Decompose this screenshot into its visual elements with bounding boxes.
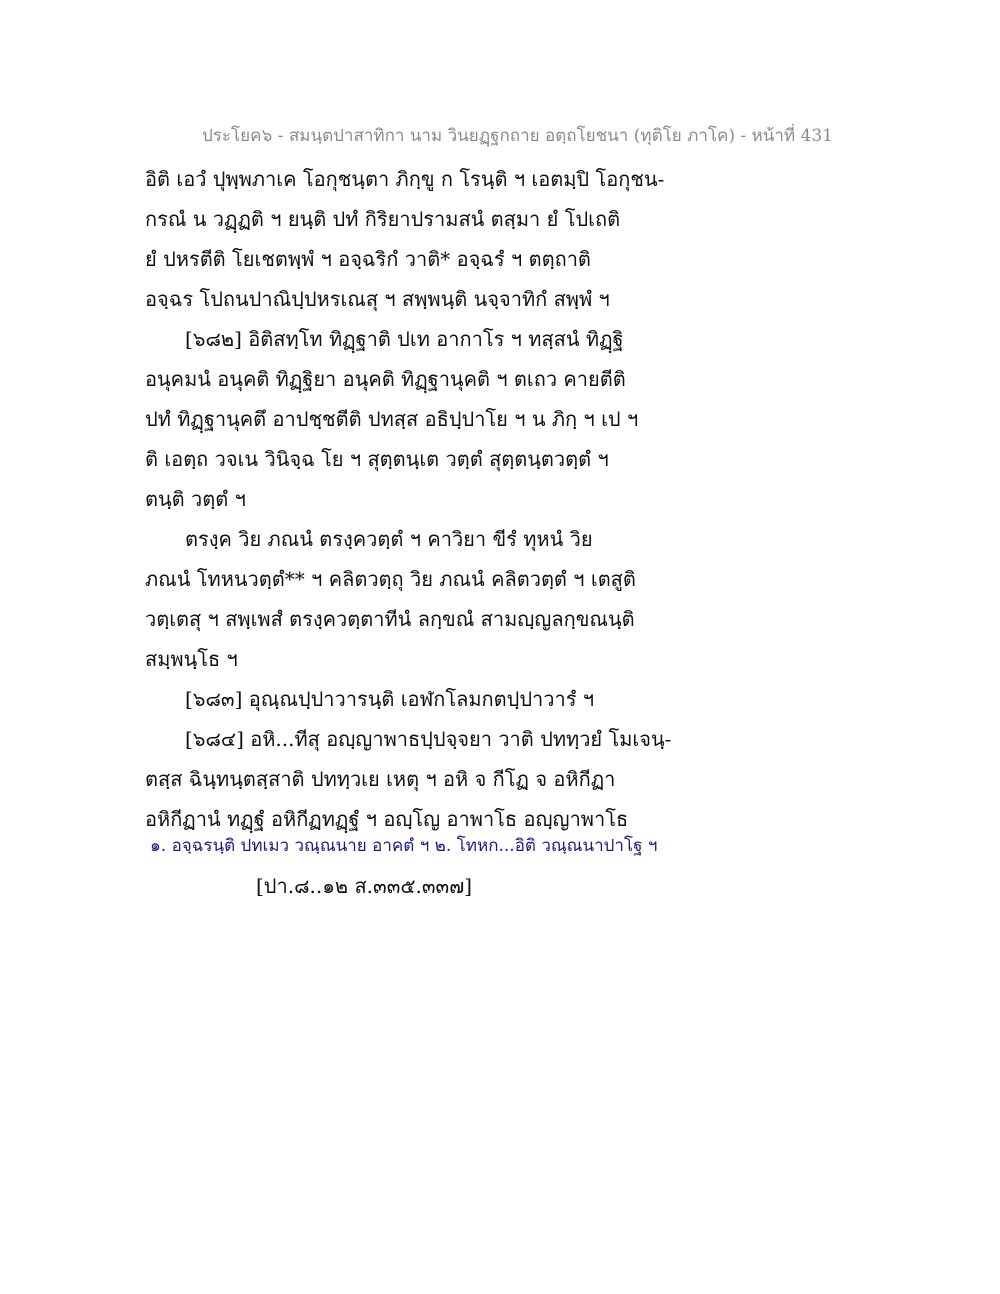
text-line: ปทํ ทิฏฺฐานุคตึ อาปชฺชตีติ ปทสฺส อธิปฺปาโย ฯ น ภิกฺ ฯ เป ฯ xyxy=(145,407,639,431)
text-line: ตสฺส ฉินฺทนฺตสฺสาติ ปททฺวเย เหตุ ฯ อหิ จ กีโฏ จ อหิกีฏา xyxy=(145,767,616,791)
text-line: อนุคมนํ อนุคติ ทิฏฺฐิยา อนุคติ ทิฏฺฐานุคติ ฯ ตเถว คายตีติ xyxy=(145,367,626,391)
paragraph-start-684: [๖๘๔] อหิ...ทีสุ อญฺญาพาธปฺปจฺจยา วาติ ปททฺวยํ โมเจนฺ- xyxy=(185,727,672,751)
text-line: ภณนํ โทหนวตฺตํ** ฯ คลิตวตฺถุ วิย ภณนํ คลิตวตฺตํ ฯ เตสูติ xyxy=(145,567,636,591)
text-line: อิติ เอวํ ปุพฺพภาเค โอกุชนฺตา ภิกฺขู ก โรนฺติ ฯ เอตมฺปิ โอกุชน- xyxy=(145,167,665,191)
paragraph-start-682: [๖๘๒] อิติสทฺโท ทิฏฺฐาติ ปเท อากาโร ฯ ทสฺสนํ ทิฏฺฐิ xyxy=(185,327,624,351)
paragraph-start-683: [๖๘๓] อุณฺณปฺปาวารนฺติ เอฬกโลมกตปฺปาวารํ ฯ xyxy=(185,687,595,711)
text-line: ติ เอตฺถ วจเน วินิจฺฉ โย ฯ สุตฺตนฺเต วตฺตํ สุตฺตนฺตวตฺตํ ฯ xyxy=(145,447,609,471)
text-line: อหิกีฏานํ ทฏฺฐํ อหิกีฏทฏฺฐํ ฯ อญฺโญ อาพาโธ อญฺญาพาโธ xyxy=(145,807,629,831)
page-header: ประโยค๖ - สมนฺตปาสาทิกา นาม วินยฏฺฐกถาย อตฺถโยชนา (ทุติโย ภาโค) - หน้าที่ 431 xyxy=(202,126,833,146)
text-line: ยํ ปหรตีติ โยเชตพฺพํ ฯ อจฺฉริกํ วาติ* อจฺฉรํ ฯ ตตฺถาติ xyxy=(145,247,591,271)
text-line: ตนฺติ วตฺตํ ฯ xyxy=(145,487,246,511)
footnote: ๑. อจฺฉรนฺติ ปทเมว วณฺณนาย อาคตํ ฯ ๒. โทหก...อิติ วณฺณนาปาโฐ ฯ xyxy=(150,836,658,856)
page-reference: [ปา.๘..๑๒ ส.๓๓๕.๓๓๗] xyxy=(256,874,473,898)
text-line: กรณํ น วฏฺฏติ ฯ ยนฺติ ปทํ กิริยาปรามสนํ ตสฺมา ยํ โปเถติ xyxy=(145,207,621,231)
body-text xyxy=(145,159,985,839)
text-line: อจฺฉร โปถนปาณิปฺปหรเณสุ ฯ สพฺพนฺติ นจฺจาทิกํ สพฺพํ ฯ xyxy=(145,287,610,311)
paragraph-start: ตรงฺค วิย ภณนํ ตรงฺควตฺตํ ฯ คาวิยา ขีรํ ทุหนํ วิย xyxy=(185,527,593,551)
text-line: วตฺเตสุ ฯ สพฺเพสํ ตรงฺควตฺตาทีนํ ลกฺขณํ สามญฺญลกฺขณนฺติ xyxy=(145,607,635,631)
text-line: สมฺพนฺโธ ฯ xyxy=(145,647,238,671)
